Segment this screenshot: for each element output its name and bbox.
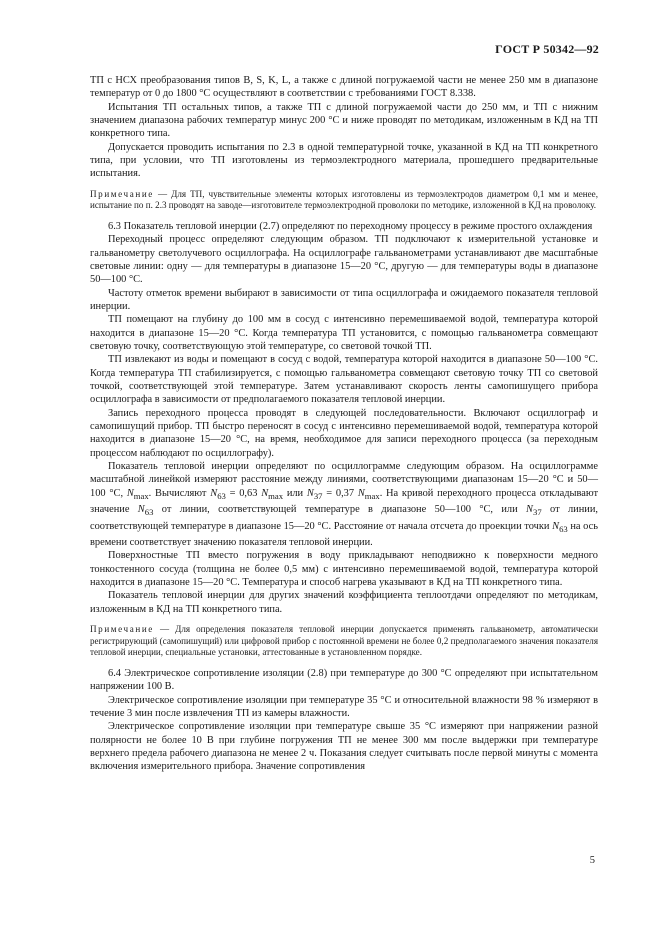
paragraph: Показатель тепловой инерции для других значений коэффициента теплоотдачи определяют по методикам, изложенным в КД на ТП конкретного типа. — [90, 590, 598, 615]
paragraph: Испытания ТП остальных типов, а также ТП с длиной погружаемой части до 250 мм, и ТП с нижним значением диапазона рабочих температур минус 200 °С и ниже проводят по методикам, изложенным в КД на ТП конкретного типа. — [90, 101, 598, 140]
sub-max: max — [133, 490, 149, 501]
var-n: N — [137, 504, 145, 516]
sub-max: max — [268, 490, 284, 501]
var-n: N — [357, 487, 365, 499]
note-text: — Для определения показателя тепловой инерции допускается применять гальванометр, автоматически регистрирующий (самопишущий) или цифровой прибор с постоянной времени не более 0,2 предполагаемого значения показателя тепловой инерции, специальные установки, аттестованные в установленном порядке. — [90, 624, 598, 658]
text-fragment: = 0,63 — [225, 487, 262, 499]
paragraph: Допускается проводить испытания по 2.3 в одной температурной точке, указанной в КД на ТП конкретного типа, при условии, что ТП изготовлены из термоэлектродного материала, прошедшего предварительные испытания. — [90, 141, 598, 180]
paragraph: Запись переходного процесса проводят в следующей последовательности. Включают осциллограф и самопишущий прибор. ТП быстро переносят в сосуд с интенсивно перемешиваемой водой, температура которой находится в диапазоне 15—20 °С, на время, необходимое для записи переходного процесса (за переходным процессом наблюдают по осциллографу). — [90, 407, 598, 459]
document-body — [90, 74, 598, 774]
formula-paragraph — [90, 460, 598, 549]
paragraph: Электрическое сопротивление изоляции при температуре свыше 35 °С измеряют при напряжении разной полярности не более 10 В при глубине погружения ТП не менее 300 мм после выдержки при температуре верхнего предела рабочего диапазона не менее 2 ч. Показания следует считывать после первой минуты с момента включения измерительного прибора. Значение сопротивления — [90, 721, 598, 773]
page-number: 5 — [589, 855, 595, 866]
paragraph-text: Показатель тепловой инерции определяют по осциллограмме следующим образом. На осциллограмме масштабной линейкой измеряют расстояние между линиями, соответствующими диапазонам 15—20 °С и 50—100 °С, — [90, 461, 598, 499]
standard-header: ГОСТ Р 50342—92 — [495, 42, 599, 56]
note-label: Примечание — [90, 624, 154, 635]
text-fragment: Вычисляют — [155, 487, 211, 499]
section-heading: 6.4 Электрическое сопротивление изоляции (2.8) при температуре до 300 °С определяют при испытательном напряжении 100 В. — [90, 667, 598, 693]
section-heading: 6.3 Показатель тепловой инерции (2.7) определяют по переходному процессу в режиме простого охлаждения — [108, 220, 593, 232]
note-label: Примечание — [90, 188, 154, 199]
var-n: N — [126, 487, 134, 499]
note — [90, 189, 598, 212]
sub-63: 63 — [559, 523, 568, 534]
text-fragment: или — [283, 487, 307, 499]
text-fragment: на ось времени соответствует значению показателя тепловой инерции. — [90, 520, 598, 549]
text-fragment: от линии, соответствующей температуре в диапазоне 15—20 °С. Расстояние от начала отсчета до проекции точки — [90, 504, 598, 532]
paragraph: Поверхностные ТП вместо погружения в воду прикладывают неподвижно к поверхности медного тонкостенного сосуда (толщина не более 0,5 мм) с интенсивно перемешиваемой водой, температура которой находится в диапазоне 15—20 °С. Температура и способ нагрева указывают в КД на ТП конкретного типа. — [90, 550, 598, 589]
text-fragment: . — [148, 487, 156, 499]
note — [90, 624, 598, 659]
paragraph: ТП помещают на глубину до 100 мм в сосуд с интенсивно перемешиваемой водой, температура которой находится в диапазоне 15—20 °С. Когда температура ТП установится, с помощью гальванометра совмещают световую точку, соответствующую этой температуре, со световой точкой ТП. — [90, 314, 598, 353]
var-n: N — [261, 487, 269, 499]
note-text: — Для ТП, чувствительные элементы которых изготовлены из термоэлектродов диаметром 0,1 мм и менее, испытание по п. 2.3 проводят на заводе—изготовителе термоэлектродной проволоки по методике, изложенной в КД на проволоку. — [90, 188, 598, 211]
var-n: N — [526, 504, 533, 516]
var-n: N — [210, 487, 218, 499]
paragraph: Электрическое сопротивление изоляции при температуре 35 °С и относительной влажности 98 % измеряют в течение 3 мин после извлечения ТП из камеры влажности. — [90, 694, 598, 719]
var-n: N — [306, 487, 314, 499]
paragraph: ТП с НСХ преобразования типов В, S, K, L, а также с длиной погружаемой части не менее 250 мм в диапазоне температур от 0 до 1800 °С осуществляют в соответствии с требованиями ГОСТ 8.338. — [90, 75, 598, 100]
sub-37: 37 — [532, 507, 542, 518]
text-fragment: = 0,37 — [322, 487, 358, 499]
paragraph: Переходный процесс определяют следующим образом. ТП подключают к измерительной установке и гальванометру светолучевого осциллографа. На осциллографе гальванометрами устанавливают две масштабные световые линии: одну — для температуры в диапазоне 15—20 °С, другую — для температуры воды в диапазоне 50—100 °С. — [90, 234, 598, 286]
var-n: N — [552, 520, 560, 532]
sub-63: 63 — [144, 507, 154, 518]
text-fragment: . На кривой переходного процесса откладывают значение — [90, 487, 599, 516]
sub-63: 63 — [217, 490, 226, 501]
sub-37: 37 — [313, 490, 323, 501]
sub-max: max — [364, 490, 380, 501]
paragraph: ТП извлекают из воды и помещают в сосуд с водой, температура которой находится в диапазоне 50—100 °С. Когда температура ТП стабилизируется, с помощью гальванометра совмещают световую точку ТП со световой точкой, соответствующей этой температуре. Затем устанавливают скорость ленты самопишущего прибора осциллографа в зависимости от предполагаемого показателя тепловой инерции. — [90, 354, 598, 406]
text-fragment: от линии, соответствующей температуре в диапазоне 50—100 °С, или — [153, 504, 527, 516]
paragraph: Частоту отметок времени выбирают в зависимости от типа осциллографа и ожидаемого показателя тепловой инерции. — [90, 287, 598, 312]
